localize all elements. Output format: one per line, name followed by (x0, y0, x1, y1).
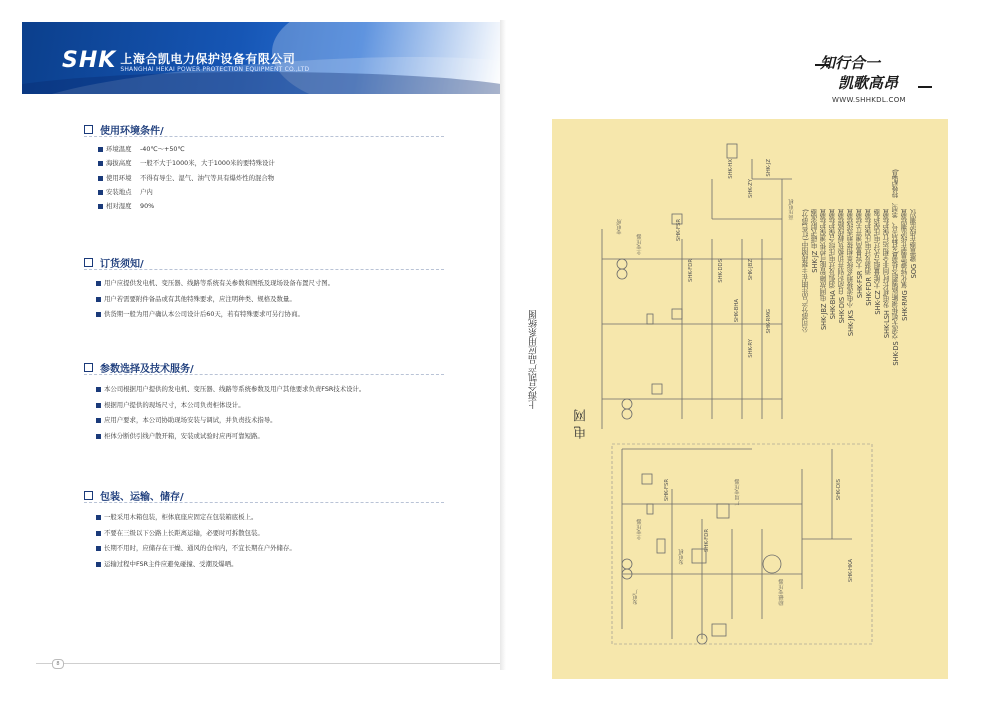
company-logo (62, 48, 309, 73)
diagram-label: SHK-JZ (766, 159, 772, 177)
bullet-icon (96, 562, 101, 567)
diagram-label: SHK-RY (748, 339, 754, 358)
checkbox-icon (84, 491, 93, 500)
bullet-icon (98, 204, 103, 209)
slogan-line-2: 凯歌高昂 (838, 74, 899, 92)
bullet-icon (96, 403, 101, 408)
diagram-label: 厂用变压器 (735, 479, 741, 506)
legend-item: SHK-FSR 大容量高速开关装置 (856, 209, 864, 299)
section-packaging (84, 488, 296, 575)
diagram-label: 主变压器 (637, 519, 643, 541)
diagram-label: SHK-DIS (836, 479, 842, 501)
section-ordering (84, 255, 334, 326)
list-item: 一般采用木箱包装，柜体底座应固定在包装箱底板上。 (96, 513, 296, 529)
diagram-label: 变电所 (617, 219, 623, 235)
diagram-label: SHK-FSR (676, 219, 682, 242)
bullet-icon (98, 190, 103, 195)
list-item: 本公司根据用户提供的发电机、变压器、线路等系统参数及用户其他要求负责FSR技术设计。 (96, 385, 365, 401)
legend-item: SHK-BHA 消弧及过电压综合保护装置 (829, 209, 837, 320)
company-name-en: SHANGHAI HEKAI POWER PROTECTION EQUIPMENT CO.,LTD (120, 66, 310, 73)
legend-item: SHK-JKS 小电流接地系统单相接地选线装置 (847, 209, 855, 337)
list-item: 柜体分断供引线户散开箱，安装或试验时应再可靠短路。 (96, 432, 365, 448)
list-item: 应用户要求，本公司协助现场安装与调试，并负责技术指导。 (96, 416, 365, 432)
diagram-label: SHK-RMG (766, 309, 772, 334)
bullet-icon (96, 546, 101, 551)
diagram-label: SHK-FDR (688, 259, 694, 282)
company-name-cn: 上海合凯电力保护设备有限公司 (120, 52, 296, 66)
list-item: 用户若需要附件备品或有其他特殊要求，应注明种类、规格及数量。 (96, 295, 334, 311)
diagram-label: 发电厂 (633, 589, 639, 605)
divider (84, 136, 444, 137)
diagram-label: SHK-DDS (718, 259, 724, 283)
legend-item: SHK-JZ 电磁式限流器 (811, 209, 819, 273)
bullet-icon (98, 161, 103, 166)
diagram-label: SHK-BHA (734, 299, 740, 323)
list-item: 海拔高度 一般不大于1000米，大于1000米的要特殊设计 (98, 159, 275, 173)
section-title: 使用环境条件/ (100, 126, 164, 137)
bullet-icon (96, 281, 101, 286)
section-title: 包装、运输、储存/ (100, 492, 184, 503)
list-item: 环境温度 -40℃～+50℃ (98, 145, 275, 159)
checkbox-icon (84, 125, 93, 134)
divider (84, 269, 444, 270)
legend-item: SHK-FDR 消谐及过电压保护装置 (865, 209, 873, 306)
list-item: 根据用户提供的现场尺寸，本公司负责柜体设计。 (96, 401, 365, 417)
checkbox-icon (84, 258, 93, 267)
list-item: 不要在三级以下公路上长距离运输，必要时可拆散包装。 (96, 529, 296, 545)
divider (84, 502, 444, 503)
diagram-label: SHK-ZY (748, 179, 754, 199)
diagram-label: SHK-JBZ (748, 259, 754, 281)
legend-item: 公司部分产品注明在主接线图中(红色部分) (802, 209, 810, 333)
legend-item: SHK-RMG 氧化锌避雷器在线监测装置 (901, 209, 909, 321)
bullet-icon (96, 531, 101, 536)
legend-item: SHK-DS 交流无弧快速断路器组合装置(各种型号、类型、特殊配置) (892, 169, 900, 366)
legend-item: SHK-CZ 大能量组合式过电压保护器 (874, 209, 882, 315)
logo-mark: SHK (62, 48, 117, 73)
legend-item: SHK-DIS 自动识别并切换负载线路装置 (838, 209, 846, 324)
diagram-label: SHK-FSR (664, 479, 670, 502)
diagram-label: SHK-HX (728, 159, 734, 179)
list-item: 相对湿度 90% (98, 202, 275, 216)
legend-item: SHK-JBZ 电网故障智能可控快速保护装置 (820, 209, 828, 331)
section-environment (84, 122, 275, 216)
bullet-icon (98, 176, 103, 181)
slogan-dash (918, 86, 932, 88)
list-item: 长期不用时，应储存在干燥、通风的仓库内，不宜长期在户外储存。 (96, 544, 296, 560)
list-item: 供货期一般为用户确认本公司设计后60天，若有特殊要求可另行协商。 (96, 310, 334, 326)
bullet-icon (96, 297, 101, 302)
spread-fold (500, 20, 506, 670)
list-item: 安装地点 户内 (98, 188, 275, 202)
bullet-icon (96, 387, 101, 392)
bullet-icon (96, 515, 101, 520)
single-line-diagram (552, 119, 948, 679)
bullet-icon (96, 434, 101, 439)
slogan-line-1: 知行合一 (820, 54, 881, 72)
diagram-label: 励磁变压器 (779, 579, 785, 606)
bullet-icon (98, 147, 103, 152)
diagram-label: SHK-FDR (704, 529, 710, 552)
page-number: 8 (52, 659, 64, 669)
diagram-label: 主变压器 (637, 234, 643, 256)
list-item: 使用环境 不得有导尘、湿气、油气等具有爆炸性的混合物 (98, 174, 275, 188)
list-item: 用户应提供发电机、变压器、线路等系统有关参数和图纸及现场设备布置尺寸图。 (96, 279, 334, 295)
legend-item: SOG 避雷器在线监测仪 (910, 209, 918, 279)
list-item: 运输过程中FSR主件应避免碰撞、受潮及爆晒。 (96, 560, 296, 576)
section-title: 订货须知/ (100, 259, 144, 270)
website-url: WWW.SHHKDL.COM (832, 96, 906, 104)
bullet-icon (96, 418, 101, 423)
section-title: 参数选择及技术服务/ (100, 364, 194, 375)
diagram-label: 发电机 (679, 549, 685, 565)
checkbox-icon (84, 363, 93, 372)
system-diagram (552, 119, 948, 679)
diagram-title: 上海合凯产品应用系统图 (529, 310, 539, 409)
diagram-label: 高压电机 (789, 199, 795, 221)
bullet-icon (96, 312, 101, 317)
divider (84, 374, 444, 375)
footer-rule (36, 663, 500, 664)
grid-label: 电 网 (574, 409, 589, 440)
diagram-label: SHK-HKA (848, 559, 854, 583)
legend-item: SHK-LSH 发电机长时间非全相运行保护装置 (883, 209, 891, 339)
section-parameters (84, 360, 365, 447)
